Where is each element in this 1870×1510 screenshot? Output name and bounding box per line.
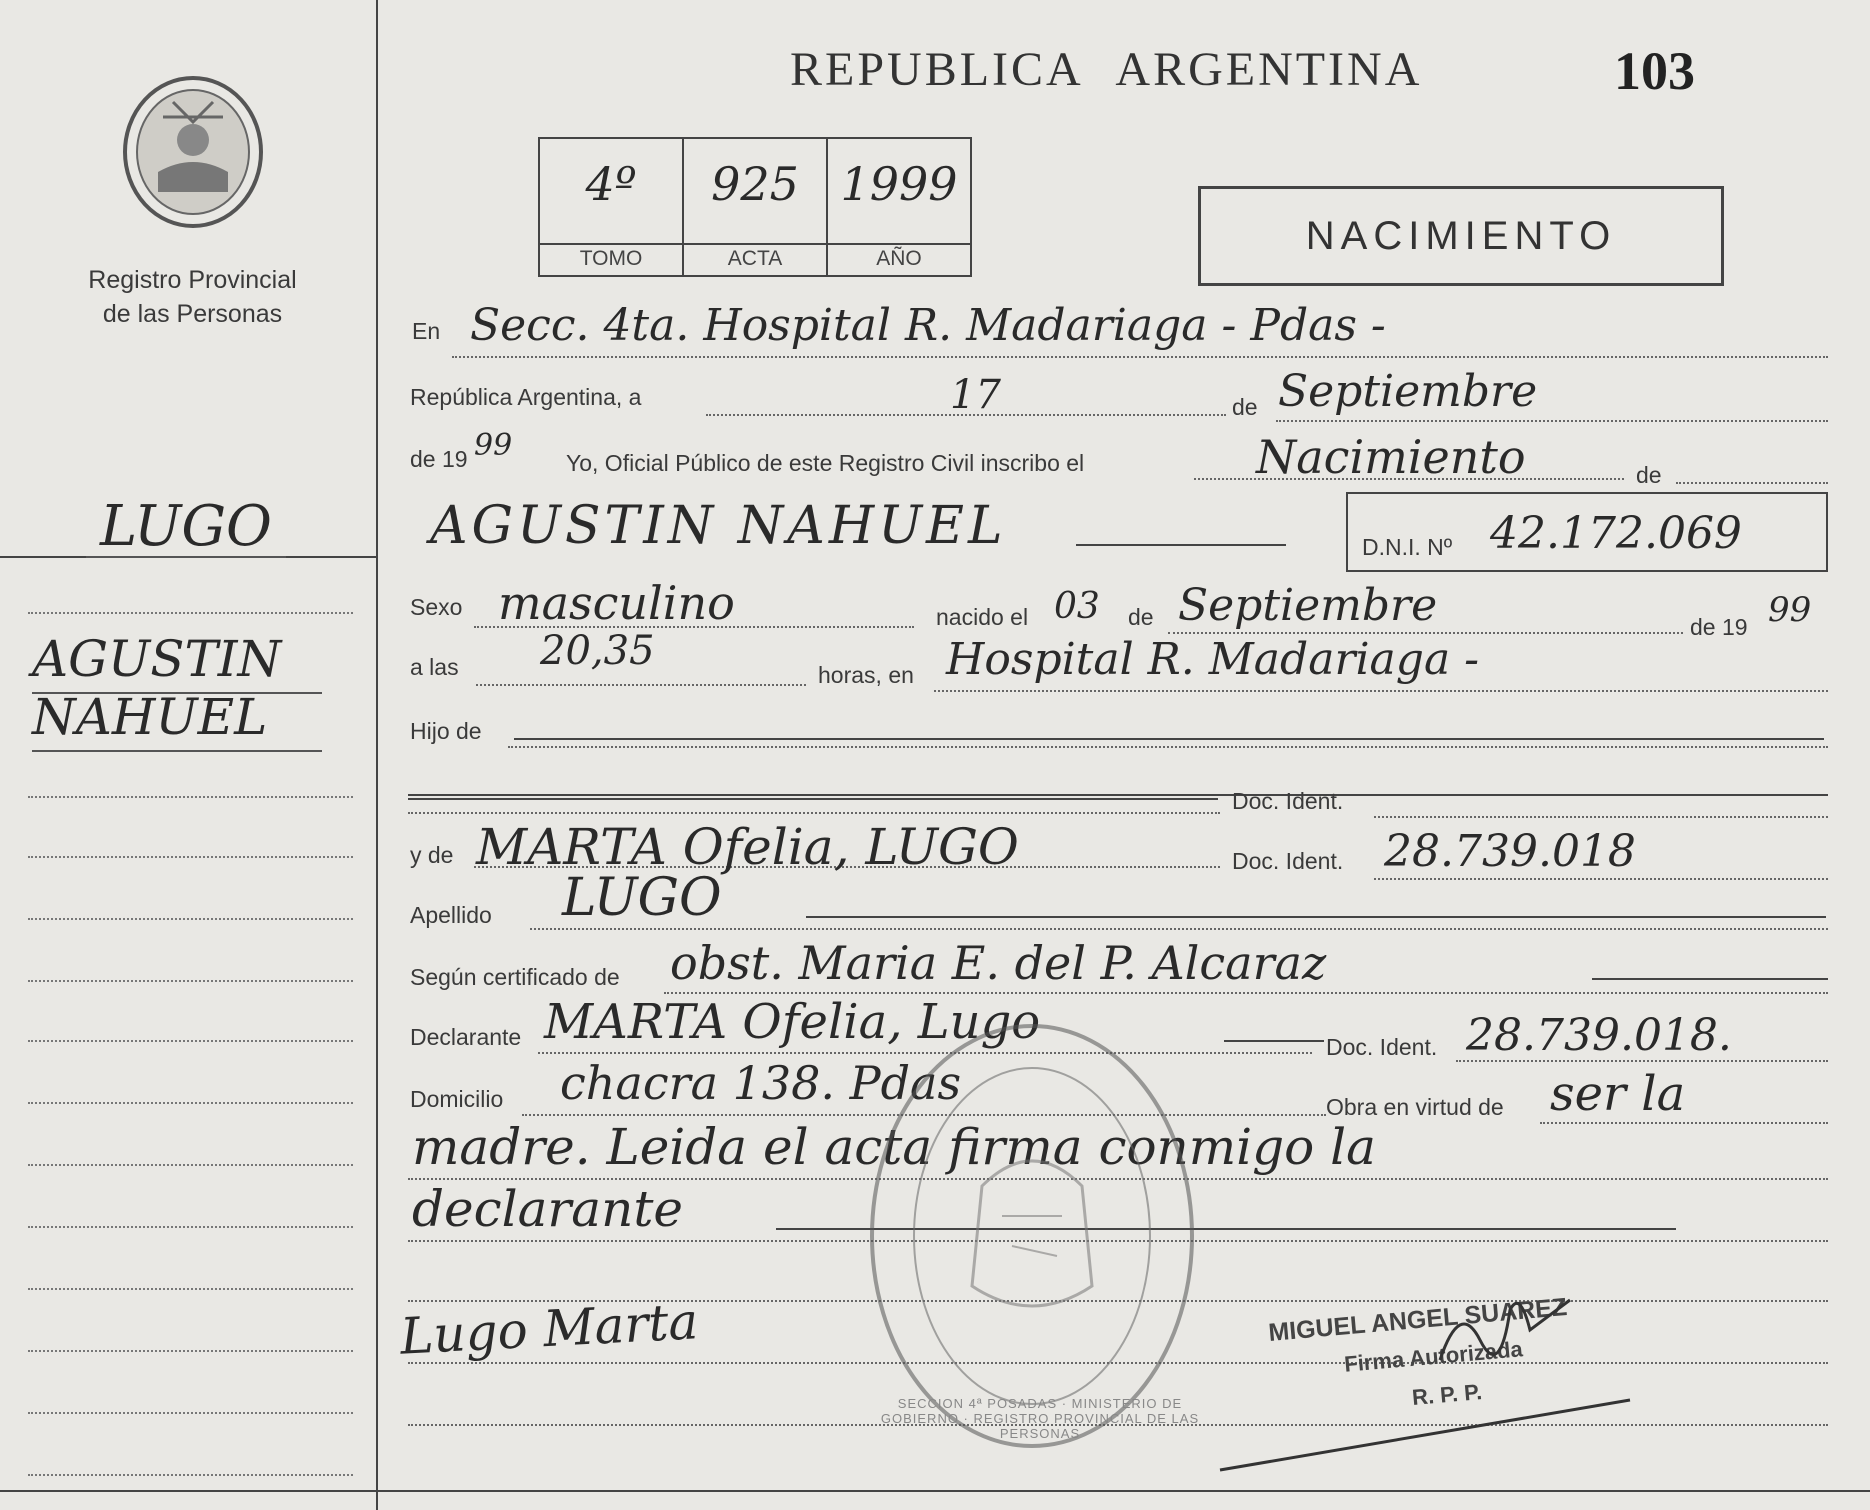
acta-value: 925 [711, 157, 799, 211]
document-type-box [1198, 186, 1724, 286]
dni-box [1346, 492, 1828, 572]
ano-value: 1999 [840, 157, 958, 211]
apellido-strike [806, 916, 1826, 918]
ano-label: AÑO [828, 243, 970, 271]
dni-label: D.N.I. Nº [1362, 534, 1453, 560]
child-name: AGUSTIN NAHUEL [430, 496, 1007, 556]
tomo-value: 4º [585, 157, 637, 211]
margin-line [28, 918, 353, 920]
birth-place-line [934, 690, 1828, 692]
official-title: Firma Autorizada [1343, 1336, 1524, 1377]
time-line [476, 684, 806, 686]
margin-line [28, 1040, 353, 1042]
en-value: Secc. 4ta. Hospital R. Madariaga - Pdas - [470, 300, 1386, 351]
year-suffix: 99 [474, 428, 513, 463]
stamp-text: SECCION 4ª POSADAS · MINISTERIO DE GOBIERNO · REGISTRO PROVINCIAL DE LAS PERSONAS [880, 1396, 1200, 1441]
obra-line [1540, 1122, 1828, 1124]
certificado-value: obst. Maria E. del P. Alcaraz [670, 936, 1327, 990]
birth-year: 99 [1768, 590, 1812, 630]
mother-doc-line [1374, 878, 1828, 880]
de-label-2: de [1636, 462, 1662, 488]
mother-name: MARTA Ofelia, LUGO [476, 818, 1019, 876]
certificado-strike [1592, 978, 1828, 980]
dni-value: 42.172.069 [1490, 508, 1742, 559]
margin-line [28, 980, 353, 982]
month-value: Septiembre [1278, 366, 1538, 417]
country-title: REPUBLICA ARGENTINA [790, 43, 1423, 96]
record-number-box [538, 137, 972, 277]
declarante-doc: 28.739.018. [1466, 1010, 1732, 1061]
obra-value: ser la [1550, 1066, 1686, 1122]
day-value: 17 [950, 372, 1001, 418]
hijo-label: Hijo de [410, 718, 482, 744]
domicilio-value: chacra 138. Pdas [560, 1056, 962, 1110]
birth-day: 03 [1054, 586, 1100, 627]
obra-label: Obra en virtud de [1326, 1094, 1504, 1120]
de-label: de [1232, 394, 1258, 420]
father-strike [408, 798, 1218, 800]
margin-line [28, 1474, 353, 1476]
en-label: En [412, 318, 441, 344]
declarant-signature: Lugo Marta [398, 1292, 700, 1366]
sexo-label: Sexo [410, 594, 463, 620]
acta-label: ACTA [684, 243, 826, 271]
document-type: NACIMIENTO [1305, 213, 1617, 258]
margin-line [28, 1102, 353, 1104]
official-org: R. P. P. [1411, 1378, 1484, 1411]
margin-given-name-1: AGUSTIN [32, 630, 282, 688]
horas-label: horas, en [818, 662, 914, 688]
declarante-value: MARTA Ofelia, Lugo [544, 994, 1041, 1050]
father-doc-line [408, 812, 1220, 814]
margin-given-name-2: NAHUEL [32, 688, 268, 746]
registry-name-line2: de las Personas [102, 300, 283, 328]
de-label-3: de [1128, 604, 1154, 630]
margin-line [28, 796, 353, 798]
declarante-label: Declarante [410, 1024, 522, 1050]
apellido-value: LUGO [562, 868, 722, 928]
margin-line [28, 1288, 353, 1290]
continuation-text-1: madre. Leida el acta firma conmigo la [412, 1118, 1376, 1176]
margin-line [28, 1350, 353, 1352]
event-value: Nacimiento [1256, 430, 1526, 484]
birth-year-label: de 19 [1690, 614, 1748, 640]
margin-given-underline-1 [32, 692, 322, 694]
mother-doc: 28.739.018 [1384, 826, 1636, 877]
republica-label: República Argentina, a [410, 384, 642, 410]
month-line [1276, 420, 1828, 422]
official-name: MIGUEL ANGEL SUAREZ [1267, 1293, 1569, 1348]
registry-name-line1: Registro Provincial [88, 266, 297, 294]
official-signature-stroke [1210, 1280, 1670, 1480]
y-de-label: y de [410, 842, 454, 868]
margin-surname: LUGO [100, 494, 272, 559]
official-stamp [862, 1016, 1202, 1456]
margin-line [28, 1412, 353, 1414]
sexo-value: masculino [498, 576, 735, 630]
declarante-strike [1224, 1040, 1324, 1042]
certificado-label: Según certificado de [410, 964, 620, 990]
apellido-label: Apellido [410, 902, 492, 928]
officer-text: Yo, Oficial Público de este Registro Civil inscribo el [566, 450, 1085, 476]
father-doc-value-line [1374, 816, 1828, 818]
father-doc-label: Doc. Ident. [1232, 788, 1344, 814]
birth-time: 20,35 [540, 628, 655, 674]
hijo-line-2 [408, 794, 1828, 796]
page-number: 103 [1614, 41, 1695, 101]
tomo-label: TOMO [540, 243, 682, 271]
domicilio-label: Domicilio [410, 1086, 504, 1112]
child-name-line [1076, 544, 1286, 546]
margin-line [28, 1164, 353, 1166]
provincial-seal [118, 72, 268, 232]
left-column-divider [376, 0, 378, 1510]
mother-doc-label: Doc. Ident. [1232, 848, 1344, 874]
declarante-doc-label: Doc. Ident. [1326, 1034, 1438, 1060]
de-line-2 [1676, 482, 1828, 484]
hijo-line [508, 746, 1828, 748]
margin-line [28, 1226, 353, 1228]
en-line [452, 356, 1828, 358]
margin-line [28, 612, 353, 614]
birth-place: Hospital R. Madariaga - [946, 634, 1480, 685]
bottom-rule [0, 1490, 1870, 1492]
a-las-label: a las [410, 654, 459, 680]
apellido-line [530, 928, 1828, 930]
birth-month: Septiembre [1178, 580, 1438, 631]
margin-line [28, 856, 353, 858]
continuation-text-2: declarante [412, 1180, 683, 1238]
margin-surname-underline [86, 556, 286, 558]
hijo-strike [514, 738, 1824, 740]
nacido-label: nacido el [936, 604, 1029, 630]
year-prefix-label: de 19 [410, 446, 468, 472]
margin-given-underline-2 [32, 750, 322, 752]
